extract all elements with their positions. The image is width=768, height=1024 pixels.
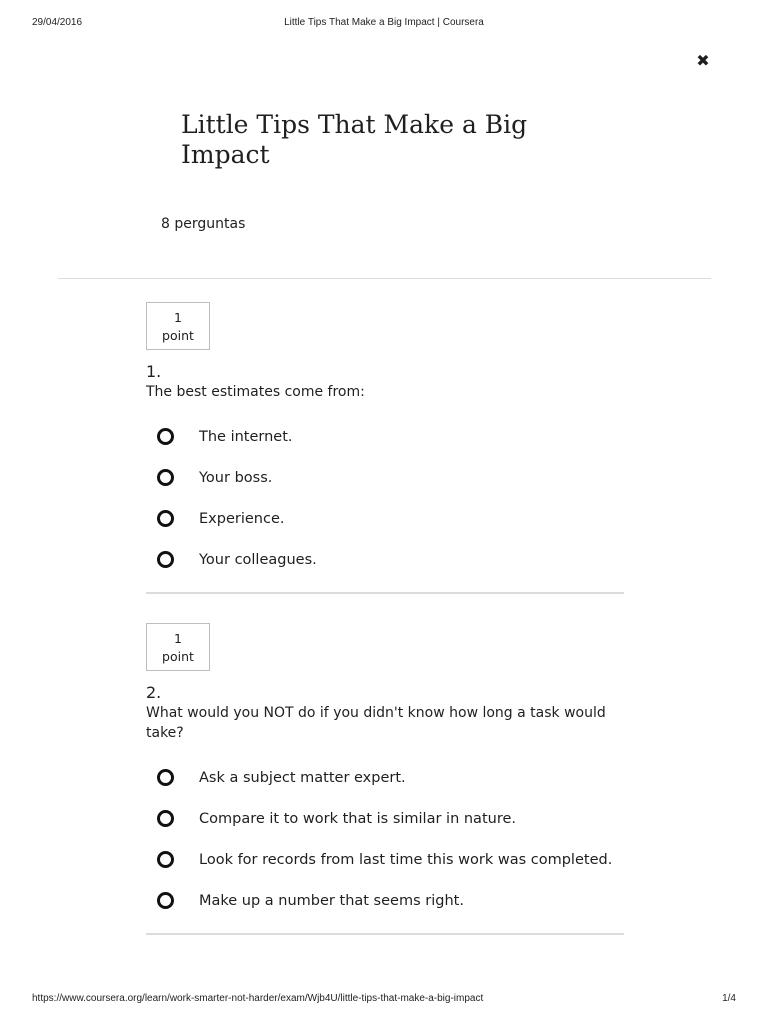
answer-option[interactable] xyxy=(146,839,624,880)
radio-button[interactable] xyxy=(157,428,174,445)
question-1 xyxy=(146,302,624,594)
question-count: 8 perguntas xyxy=(161,216,246,232)
divider xyxy=(58,278,711,279)
answer-option[interactable] xyxy=(146,498,624,539)
quiz-title: Little Tips That Make a Big Impact xyxy=(181,110,528,169)
radio-button[interactable] xyxy=(157,851,174,868)
question-text: The best estimates come from: xyxy=(146,384,365,400)
question-2 xyxy=(146,623,624,935)
radio-button[interactable] xyxy=(157,510,174,527)
option-label: Look for records from last time this work was completed. xyxy=(199,851,613,868)
option-label: Your boss. xyxy=(199,469,273,486)
points-value: 1 xyxy=(174,631,182,646)
print-page-title: Little Tips That Make a Big Impact | Coursera xyxy=(284,17,484,28)
points-label: point xyxy=(162,649,194,664)
points-badge xyxy=(146,302,210,350)
answer-option[interactable] xyxy=(146,880,624,921)
points-label: point xyxy=(162,328,194,343)
divider xyxy=(146,933,624,935)
question-number: 2. xyxy=(146,683,162,702)
option-label: Compare it to work that is similar in nature. xyxy=(199,810,516,827)
points-badge xyxy=(146,623,210,671)
answer-option[interactable] xyxy=(146,416,624,457)
option-label: Ask a subject matter expert. xyxy=(199,769,406,786)
print-date: 29/04/2016 xyxy=(32,17,83,28)
answer-option[interactable] xyxy=(146,798,624,839)
close-icon[interactable]: ✖ xyxy=(696,51,710,70)
print-url: https://www.coursera.org/learn/work-smarter-not-harder/exam/Wjb4U/little-tips-that-make-a-big-impact xyxy=(32,993,484,1004)
option-label: Your colleagues. xyxy=(199,551,317,568)
answer-options xyxy=(146,757,624,921)
option-label: The internet. xyxy=(199,428,293,445)
divider xyxy=(146,592,624,594)
option-label: Experience. xyxy=(199,510,285,527)
radio-button[interactable] xyxy=(157,769,174,786)
points-value: 1 xyxy=(174,310,182,325)
answer-options xyxy=(146,416,624,580)
radio-button[interactable] xyxy=(157,810,174,827)
radio-button[interactable] xyxy=(157,892,174,909)
question-number: 1. xyxy=(146,362,162,381)
radio-button[interactable] xyxy=(157,551,174,568)
option-label: Make up a number that seems right. xyxy=(199,892,464,909)
answer-option[interactable] xyxy=(146,457,624,498)
print-page-number: 1/4 xyxy=(722,993,736,1004)
radio-button[interactable] xyxy=(157,469,174,486)
answer-option[interactable] xyxy=(146,757,624,798)
question-text: What would you NOT do if you didn't know how long a task would take? xyxy=(146,705,606,741)
answer-option[interactable] xyxy=(146,539,624,580)
